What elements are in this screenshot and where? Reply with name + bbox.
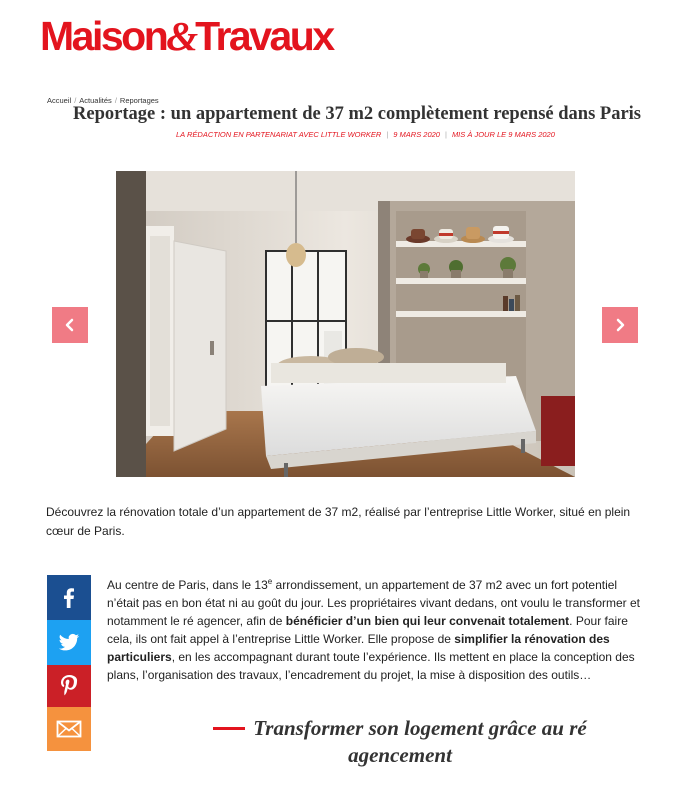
chevron-left-icon <box>63 318 77 332</box>
mail-icon <box>56 720 82 738</box>
body-text-segment: arrondissement, un appartement de 37 m2 avec un fort potentiel n’était pas en bon état ni au goût du jour. Les propriétaires vivant dedans, ont voulu le transformer et notamment le ré agencer, afin de <box>107 578 640 628</box>
logo-text-maison: Maison <box>40 13 167 59</box>
share-pinterest-button[interactable] <box>47 665 91 707</box>
pinterest-icon <box>59 674 79 698</box>
article-lead: Découvrez la rénovation totale d’un appartement de 37 m2, réalisé par l’entreprise Little Worker, situé en plein cœur de Paris. <box>46 505 631 538</box>
body-bold-segment: bénéficier d’un bien qui leur convenait totalement <box>285 614 570 628</box>
body-text-segment: . Pour faire cela, ils ont fait appel à l’entreprise Little Worker. Elle propose de <box>107 614 628 646</box>
breadcrumb-separator: / <box>114 96 117 105</box>
breadcrumb-separator: / <box>74 96 77 105</box>
breadcrumb-accueil[interactable]: Accueil <box>47 96 72 105</box>
slider-next-button[interactable] <box>602 307 638 343</box>
byline-separator: | <box>386 130 389 139</box>
share-facebook-button[interactable] <box>47 575 91 620</box>
slider-prev-button[interactable] <box>52 307 88 343</box>
logo-text-travaux: Travaux <box>195 13 333 59</box>
twitter-icon <box>58 633 80 653</box>
byline-date: 9 MARS 2020 <box>393 130 440 139</box>
share-twitter-button[interactable] <box>47 620 91 665</box>
byline-author[interactable]: LA RÉDACTION EN PARTENARIAT AVEC LITTLE WORKER <box>176 130 382 139</box>
byline-separator: | <box>444 130 447 139</box>
body-bold-segment: simplifier la rénovation des particuliers <box>107 632 610 664</box>
facebook-icon <box>59 587 79 609</box>
article-body-paragraph <box>107 576 643 684</box>
ordinal-suffix: e <box>267 577 273 586</box>
share-mail-button[interactable] <box>47 707 91 751</box>
section-subheading <box>160 715 640 769</box>
article-photo-slider[interactable] <box>116 171 575 477</box>
logo-ampersand: & <box>166 13 196 59</box>
page-title: Reportage : un appartement de 37 m2 complètement repensé dans Paris <box>73 104 641 124</box>
body-text-segment: , en les accompagnant durant toute l’expérience. Ils mettent en place la conception des plans, l’organisation des travaux, l’encadrement du projet, la mise à disposition des outils… <box>107 650 635 682</box>
article-byline <box>0 130 689 139</box>
bedroom-photo <box>116 171 575 477</box>
breadcrumb-reportages[interactable]: Reportages <box>119 96 159 105</box>
body-text-segment: Au centre de Paris, dans le 13 <box>107 578 268 592</box>
breadcrumb-actualites[interactable]: Actualités <box>79 96 112 105</box>
chevron-right-icon <box>613 318 627 332</box>
site-logo[interactable] <box>40 12 333 60</box>
byline-updated: MIS À JOUR LE 9 MARS 2020 <box>451 130 555 139</box>
subheading-text: Transformer son logement grâce au ré agencement <box>253 716 587 767</box>
subheading-accent-dash <box>213 727 245 730</box>
